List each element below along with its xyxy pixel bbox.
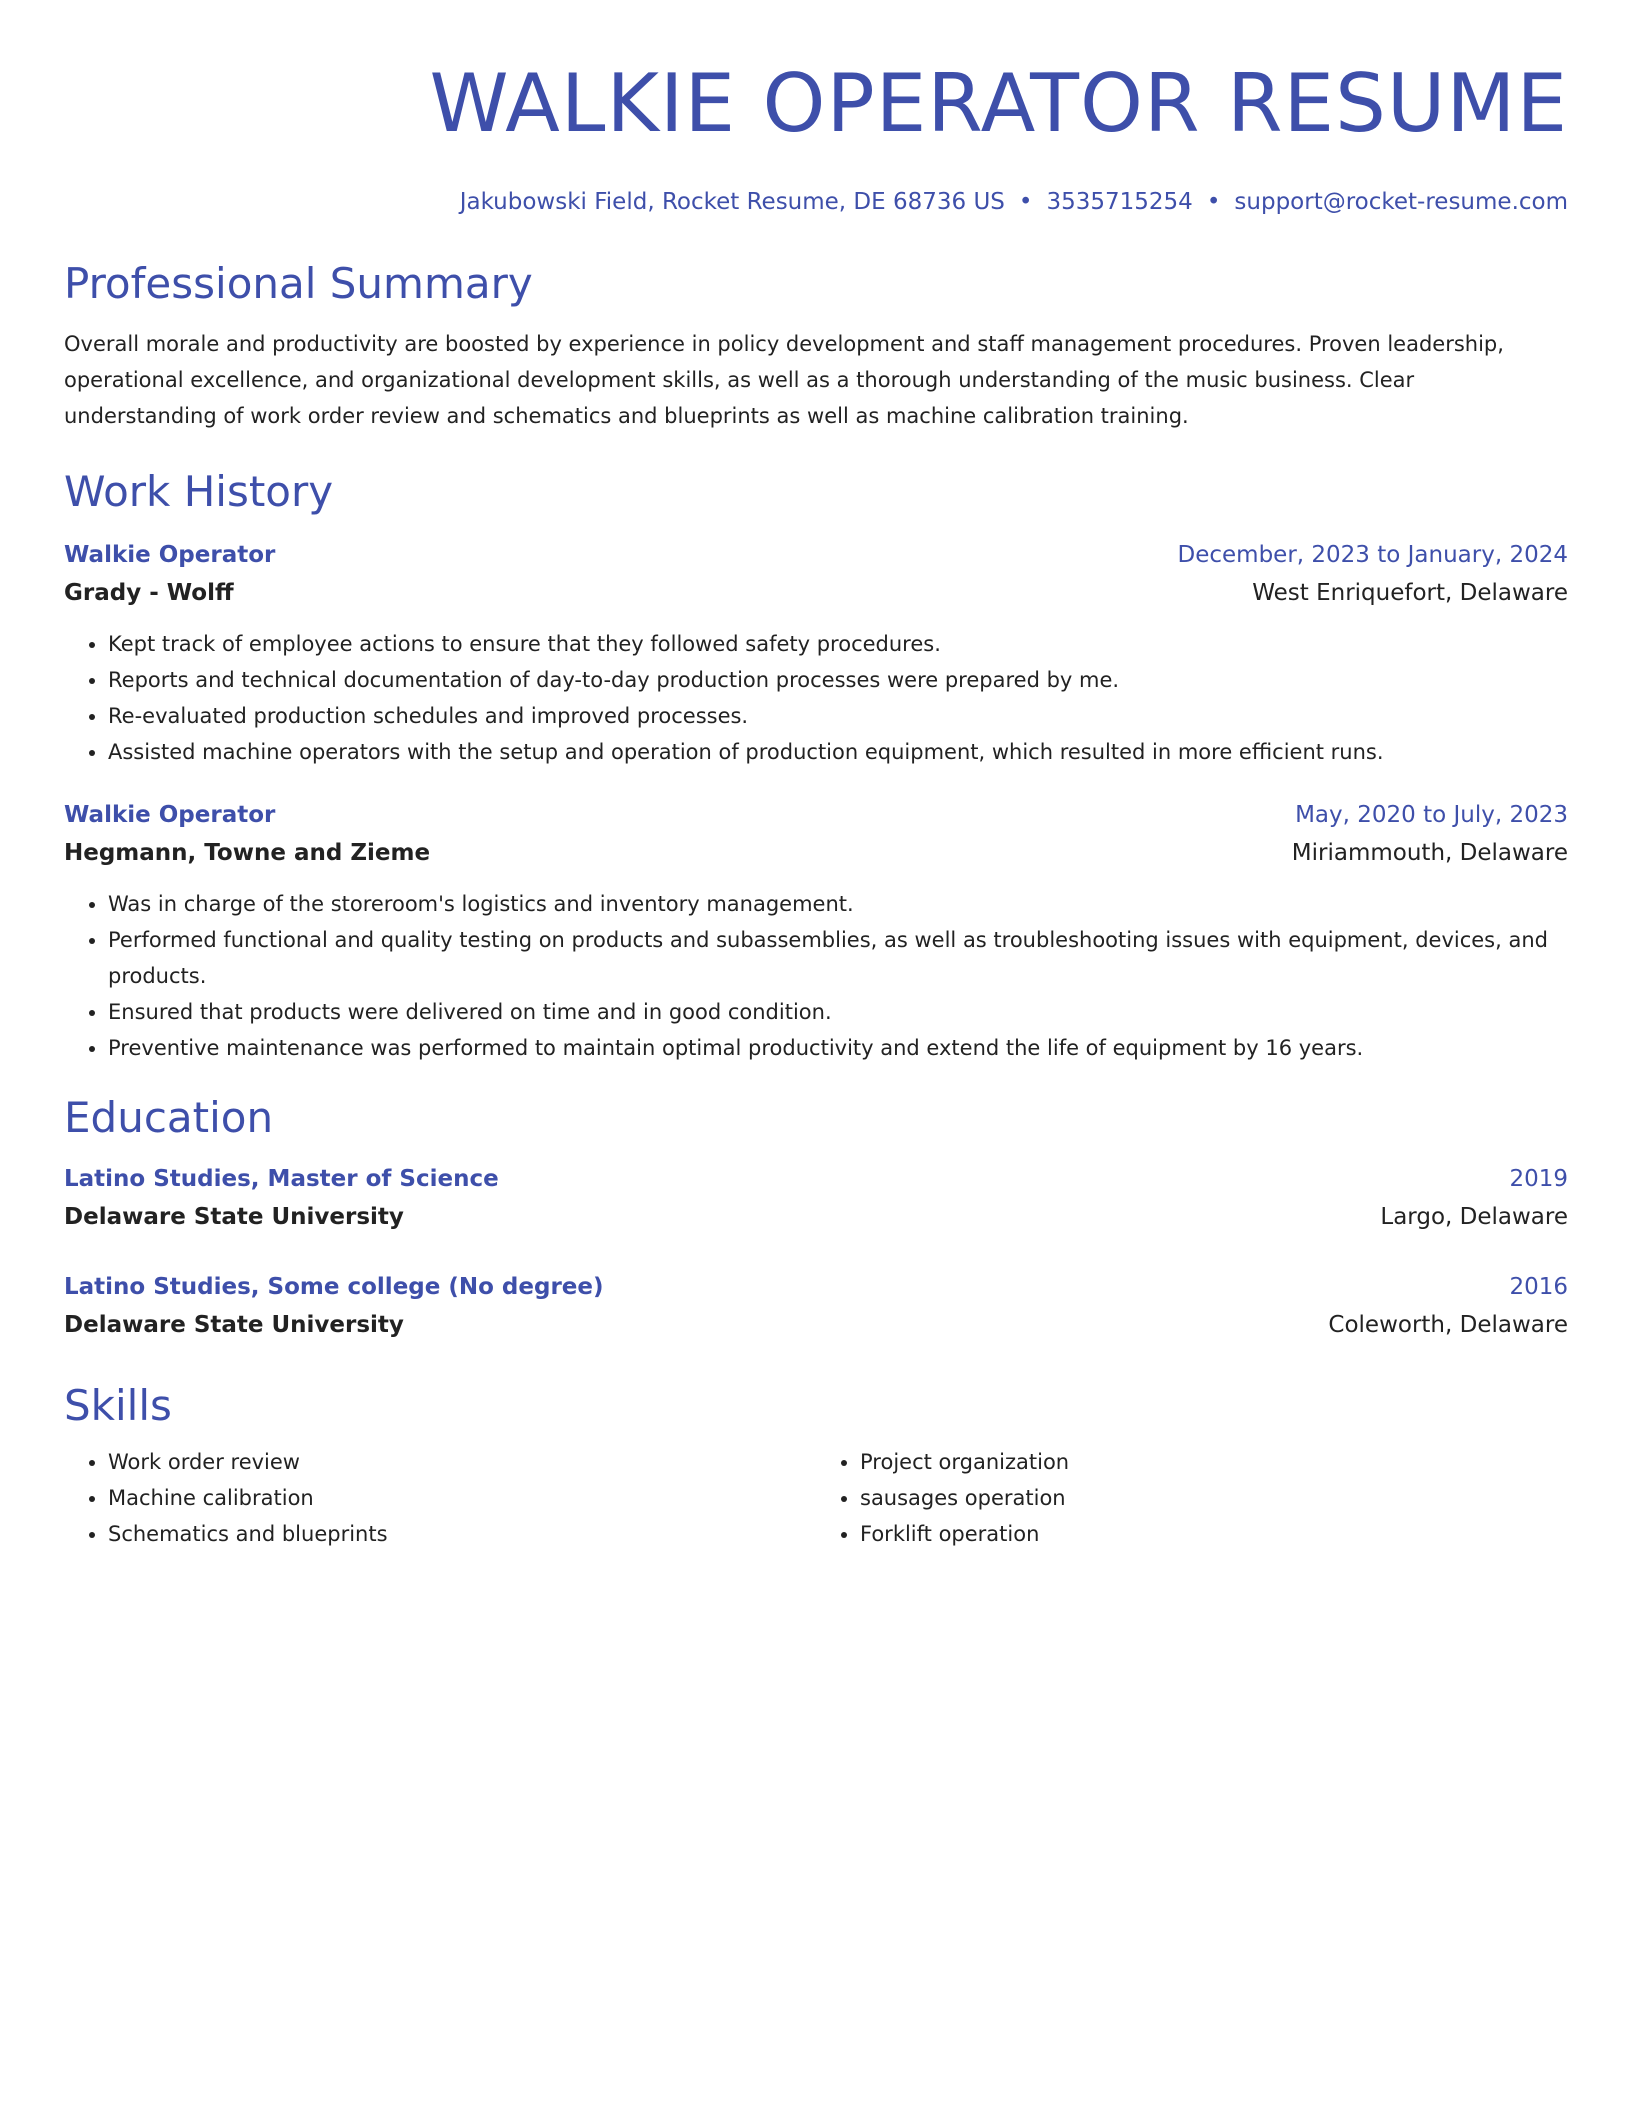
job-bullets [64, 886, 1568, 1066]
education-location: Largo, Delaware [1380, 1204, 1568, 1230]
skill-item: • Work order review [108, 1444, 816, 1480]
job-location: Miriammouth, Delaware [1291, 840, 1568, 866]
job-bullet: • Re-evaluated production schedules and improved processes. [108, 698, 1568, 734]
resume-title: WALKIE OPERATOR RESUME [429, 57, 1568, 150]
job-bullet: • Reports and technical documentation of day-to-day production processes were prepared by me. [108, 662, 1568, 698]
job-role: Walkie Operator [64, 542, 276, 568]
education-location: Coleworth, Delaware [1328, 1312, 1568, 1338]
education-entry [64, 1160, 1568, 1236]
contact-address: Jakubowski Field, Rocket Resume, DE 68736 US [459, 189, 1005, 215]
job-header-row [64, 536, 1568, 574]
skills-column-left [64, 1444, 816, 1552]
education-entry [64, 1268, 1568, 1344]
job-company-row [64, 574, 1568, 612]
job-bullet: • Preventive maintenance was performed to maintain optimal productivity and extend the life of equipment by 16 years. [108, 1030, 1568, 1066]
job-location: West Enriquefort, Delaware [1252, 580, 1568, 606]
job-dates: December, 2023 to January, 2024 [1177, 542, 1568, 568]
job-entry [64, 536, 1568, 770]
skills-list [64, 1444, 816, 1552]
education-heading: Education [64, 1093, 274, 1142]
contact-line [64, 186, 1568, 218]
education-year: 2016 [1509, 1274, 1568, 1300]
job-entry [64, 796, 1568, 1066]
skills-column-right [816, 1444, 1568, 1552]
skill-item: • sausages operation [860, 1480, 1568, 1516]
skill-item: • Schematics and blueprints [108, 1516, 816, 1552]
summary-heading: Professional Summary [64, 259, 533, 308]
education-degree: Latino Studies, Master of Science [64, 1166, 499, 1192]
education-school-row [64, 1198, 1568, 1236]
job-dates: May, 2020 to July, 2023 [1295, 802, 1568, 828]
work-history-heading: Work History [64, 467, 334, 516]
education-school: Delaware State University [64, 1204, 404, 1230]
contact-phone: 3535715254 [1046, 189, 1193, 215]
job-bullet: • Was in charge of the storeroom's logistics and inventory management. [108, 886, 1568, 922]
job-bullets [64, 626, 1568, 770]
skill-item: • Forklift operation [860, 1516, 1568, 1552]
job-company-row [64, 834, 1568, 872]
job-company: Grady - Wolff [64, 580, 234, 606]
job-bullet: • Ensured that products were delivered on time and in good condition. [108, 994, 1568, 1030]
contact-email[interactable]: support@rocket-resume.com [1234, 189, 1568, 215]
education-year: 2019 [1509, 1166, 1568, 1192]
skills-heading: Skills [64, 1381, 172, 1430]
job-company: Hegmann, Towne and Zieme [64, 840, 431, 866]
job-bullet: • Assisted machine operators with the setup and operation of production equipment, which resulted in more efficient runs. [108, 734, 1568, 770]
job-role: Walkie Operator [64, 802, 276, 828]
education-school-row [64, 1306, 1568, 1344]
skill-item: • Project organization [860, 1444, 1568, 1480]
skill-item: • Machine calibration [108, 1480, 816, 1516]
job-bullet: • Kept track of employee actions to ensure that they followed safety procedures. [108, 626, 1568, 662]
education-header-row [64, 1160, 1568, 1198]
summary-text: Overall morale and productivity are boosted by experience in policy development and staff management procedures. Proven leadership, operational excellence, and organizational development skills, as well as a thorough understanding of the music business. Clear understanding of work order review and schematics and blueprints as well as machine calibration training. [64, 332, 1504, 428]
skills-list [816, 1444, 1568, 1552]
job-bullet: • Performed functional and quality testing on products and subassemblies, as well as troubleshooting issues with equipment, devices, and products. [108, 922, 1568, 994]
contact-separator: • [1206, 189, 1221, 215]
education-school: Delaware State University [64, 1312, 404, 1338]
education-degree: Latino Studies, Some college (No degree) [64, 1274, 604, 1300]
job-header-row [64, 796, 1568, 834]
contact-separator: • [1018, 189, 1033, 215]
education-header-row [64, 1268, 1568, 1306]
skills-grid [64, 1444, 1568, 1552]
